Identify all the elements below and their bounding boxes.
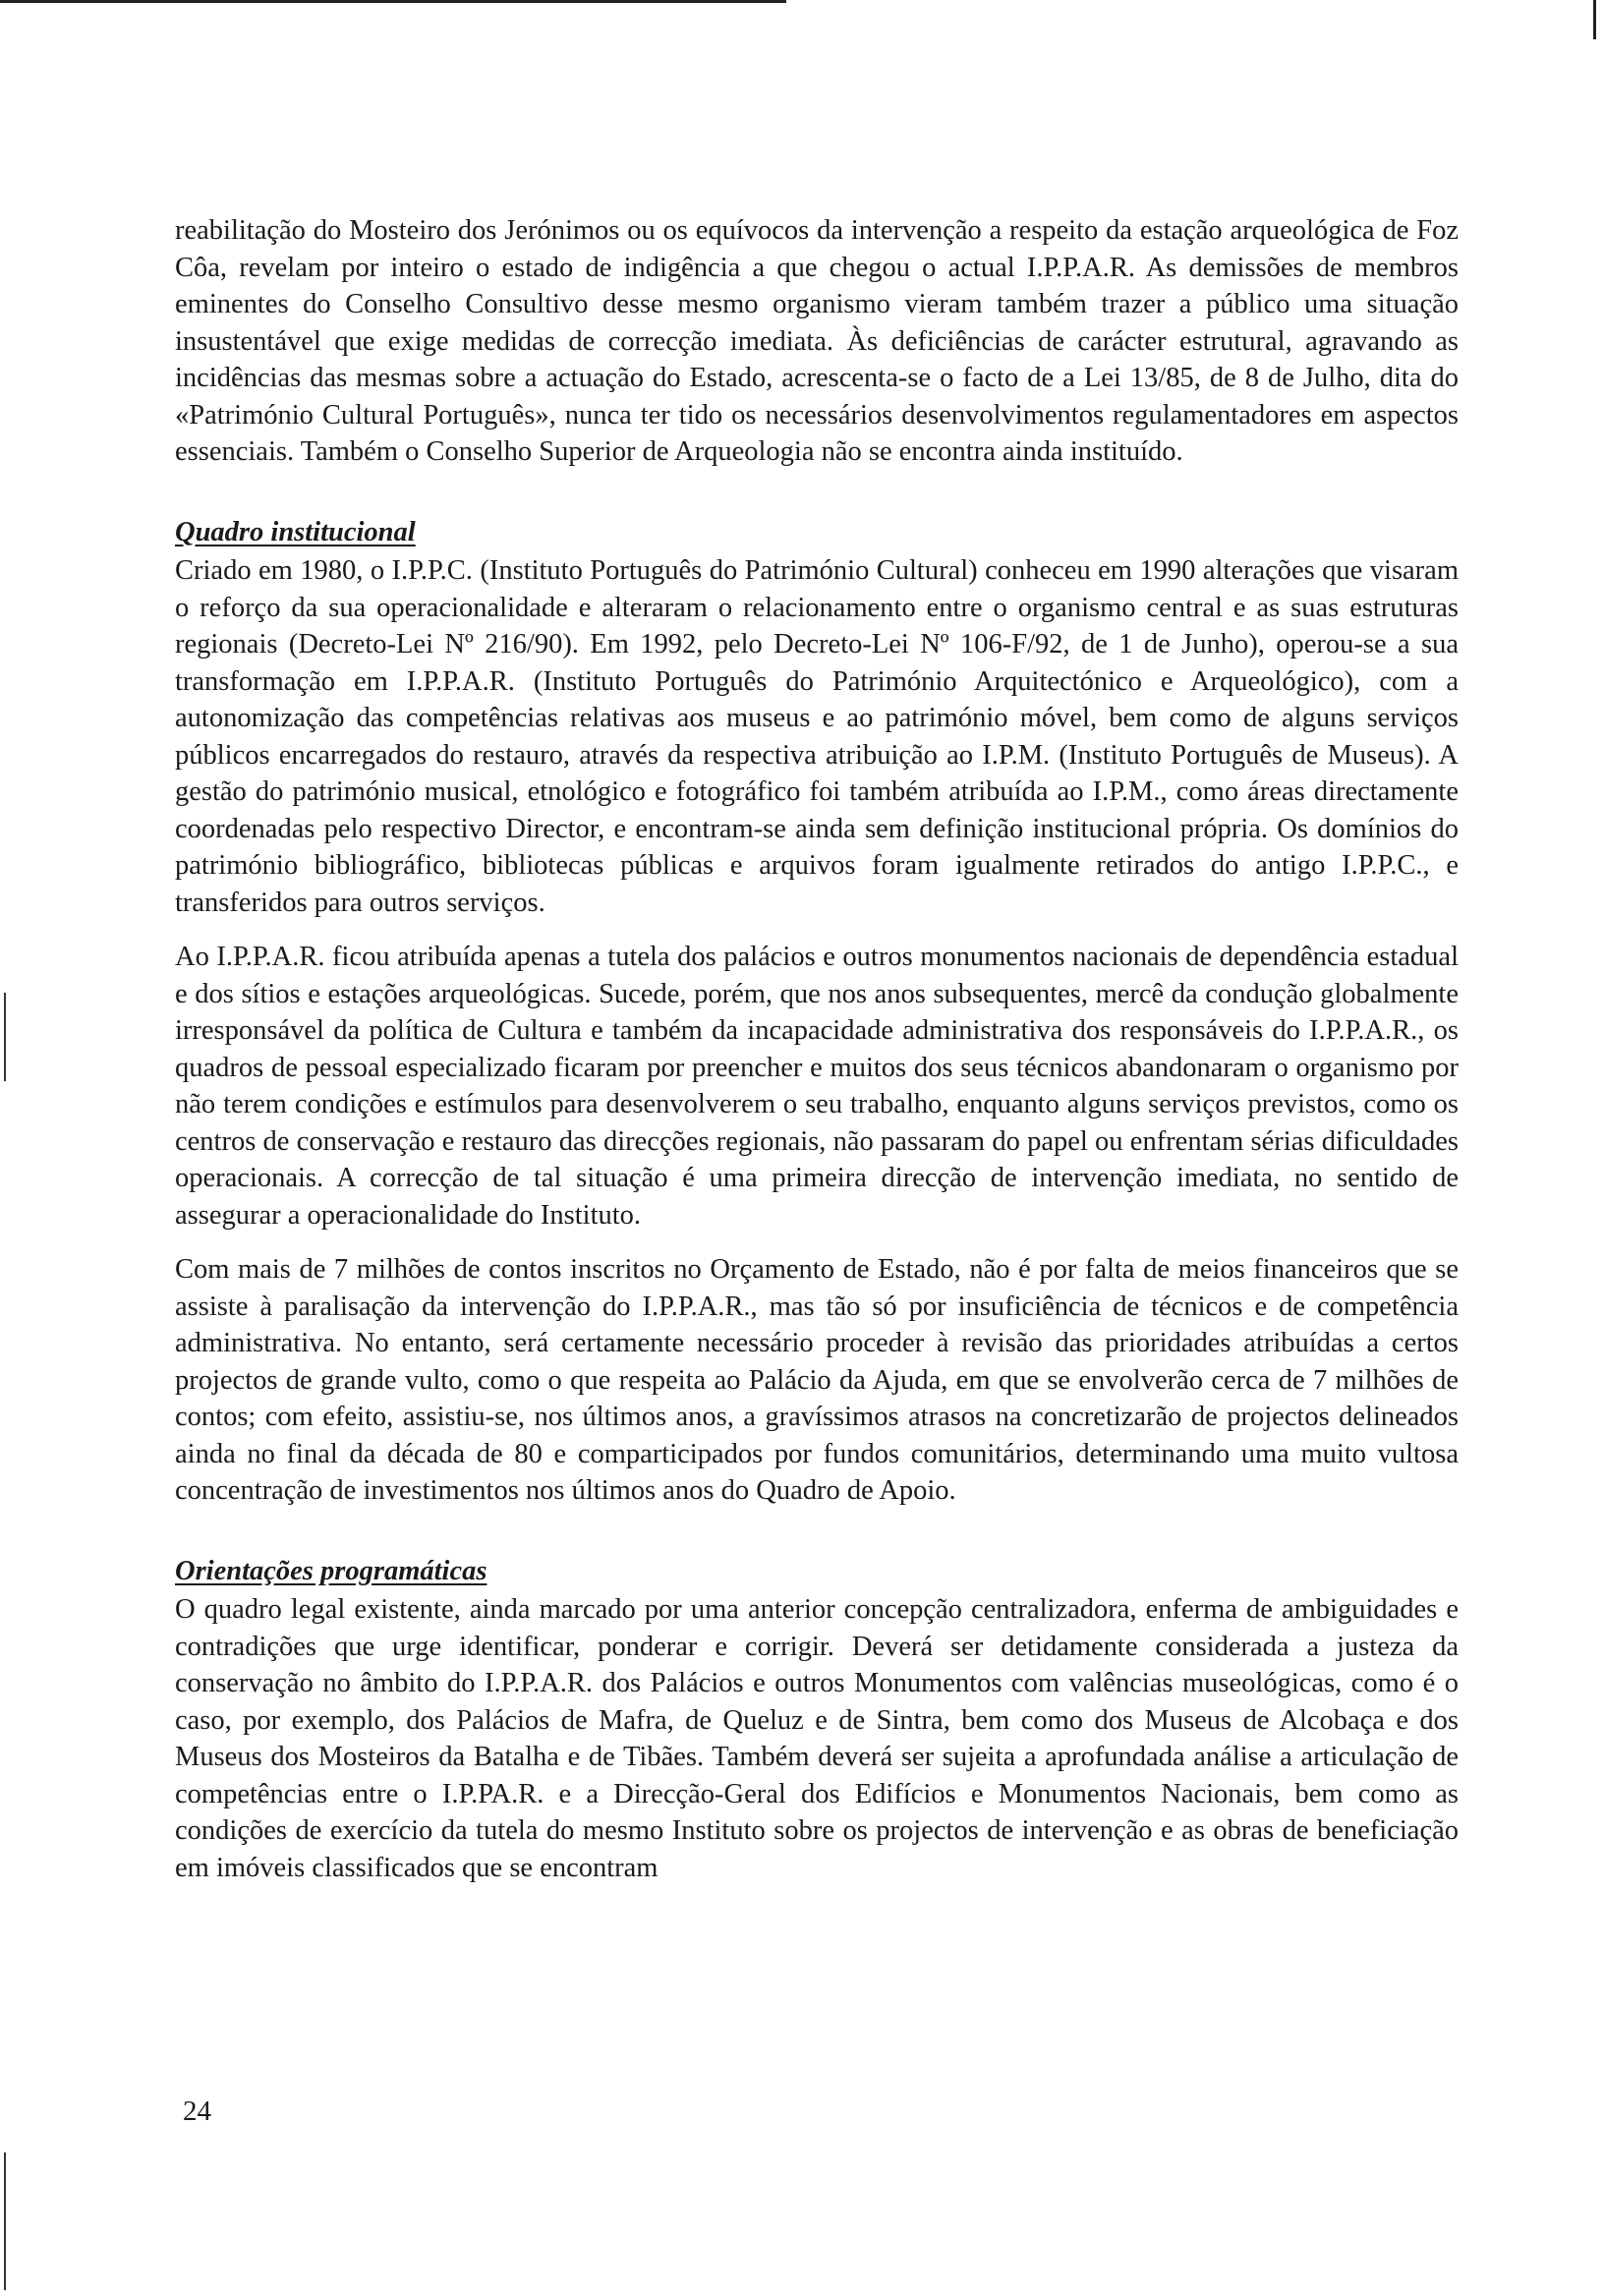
scan-edge-mark (4, 993, 6, 1081)
page-body (175, 212, 1459, 1904)
body-paragraph: Criado em 1980, o I.P.P.C. (Instituto Português do Património Cultural) conheceu em 1990 alterações que visaram o reforço da sua operacionalidade e alteraram o relacionamento entre o organismo central e as suas estruturas regionais (Decreto-Lei Nº 216/90). Em 1992, pelo Decreto-Lei Nº 106-F/92, de 1 de Junho), operou-se a sua transformação em I.P.P.A.R. (Instituto Português do Património Arquitectónico e Arqueológico), com a autonomização das competências relativas aos museus e ao património móvel, bem como de alguns serviços públicos encarregados do restauro, através da respectiva atribuição ao I.P.M. (Instituto Português de Museus). A gestão do património musical, etnológico e fotográfico foi também atribuída ao I.P.M., como áreas directamente coordenadas pelo respectivo Director, e encontram-se ainda sem definição institucional própria. Os domínios do património bibliográfico, bibliotecas públicas e arquivos foram igualmente retirados do antigo I.P.P.C., e transferidos para outros serviços. (175, 555, 1459, 918)
page-number: 24 (183, 2095, 211, 2127)
body-paragraph: Ao I.P.P.A.R. ficou atribuída apenas a tutela dos palácios e outros monumentos nacionais de dependência estadual e dos sítios e estações arqueológicas. Sucede, porém, que nos anos subsequentes, mercê da condução globalmente irresponsável da política de Cultura e também da incapacidade administrativa dos responsáveis do I.P.P.A.R., os quadros de pessoal especializado ficaram por preencher e muitos dos seus técnicos abandonaram o organismo por não terem condições e estímulos para desenvolverem o seu trabalho, enquanto alguns serviços previstos, como os centros de conservação e restauro das direcções regionais, não passaram do papel ou enfrentam sérias dificuldades operacionais. A correcção de tal situação é uma primeira direcção de intervenção imediata, no sentido de assegurar a operacionalidade do Instituto. (175, 942, 1459, 1231)
body-paragraph: Com mais de 7 milhões de contos inscritos no Orçamento de Estado, não é por falta de meios financeiros que se assiste à paralisação da intervenção do I.P.P.A.R., mas tão só por insuficiência de técnicos e de competência administrativa. No entanto, será certamente necessário proceder à revisão das prioridades atribuídas a certos projectos de grande vulto, como o que respeita ao Palácio da Ajuda, em que se envolverão cerca de 7 milhões de contos; com efeito, assistiu-se, nos últimos anos, a gravíssimos atrasos na concretizarão de projectos delineados ainda no final da década de 80 e comparticipados por fundos comunitários, determinando uma muito vultosa concentração de investimentos nos últimos anos do Quadro de Apoio. (175, 1254, 1459, 1506)
scan-top-rule (0, 0, 786, 3)
body-paragraph: O quadro legal existente, ainda marcado por uma anterior concepção centralizadora, enferma de ambiguidades e contradições que urge identificar, ponderar e corrigir. Deverá ser detidamente considerada a justeza da conservação no âmbito do I.P.P.A.R. dos Palácios e outros Monumentos com valências museológicas, como é o caso, por exemplo, dos Palácios de Mafra, de Queluz e de Sintra, bem como dos Museus de Alcobaça e dos Museus dos Mosteiros da Batalha e de Tibães. Também deverá ser sujeita a aprofundada análise a articulação de competências entre o I.P.PA.R. e a Direcção-Geral dos Edifícios e Monumentos Nacionais, bem como as condições de exercício da tutela do mesmo Instituto sobre os projectos de intervenção e as obras de beneficiação em imóveis classificados que se encontram (175, 1594, 1459, 1883)
section-heading-quadro-institucional: Quadro institucional (175, 516, 416, 547)
intro-paragraph: reabilitação do Mosteiro dos Jerónimos ou os equívocos da intervenção a respeito da estação arqueológica de Foz Côa, revelam por inteiro o estado de indigência a que chegou o actual I.P.P.A.R. As demissões de membros eminentes do Conselho Consultivo desse mesmo organismo vieram também trazer a público uma situação insustentável que exige medidas de correcção imediata. Às deficiências de carácter estrutural, agravando as incidências das mesmas sobre a actuação do Estado, acrescenta-se o facto de a Lei 13/85, de 8 de Julho, dita do «Património Cultural Português», nunca ter tido os necessários desenvolvimentos regulamentadores em aspectos essenciais. Também o Conselho Superior de Arqueologia não se encontra ainda instituído. (175, 215, 1459, 467)
scan-edge-mark (1593, 0, 1596, 39)
scan-edge-mark (4, 2152, 6, 2290)
section-heading-orientacoes-programaticas: Orientações programáticas (175, 1555, 487, 1586)
